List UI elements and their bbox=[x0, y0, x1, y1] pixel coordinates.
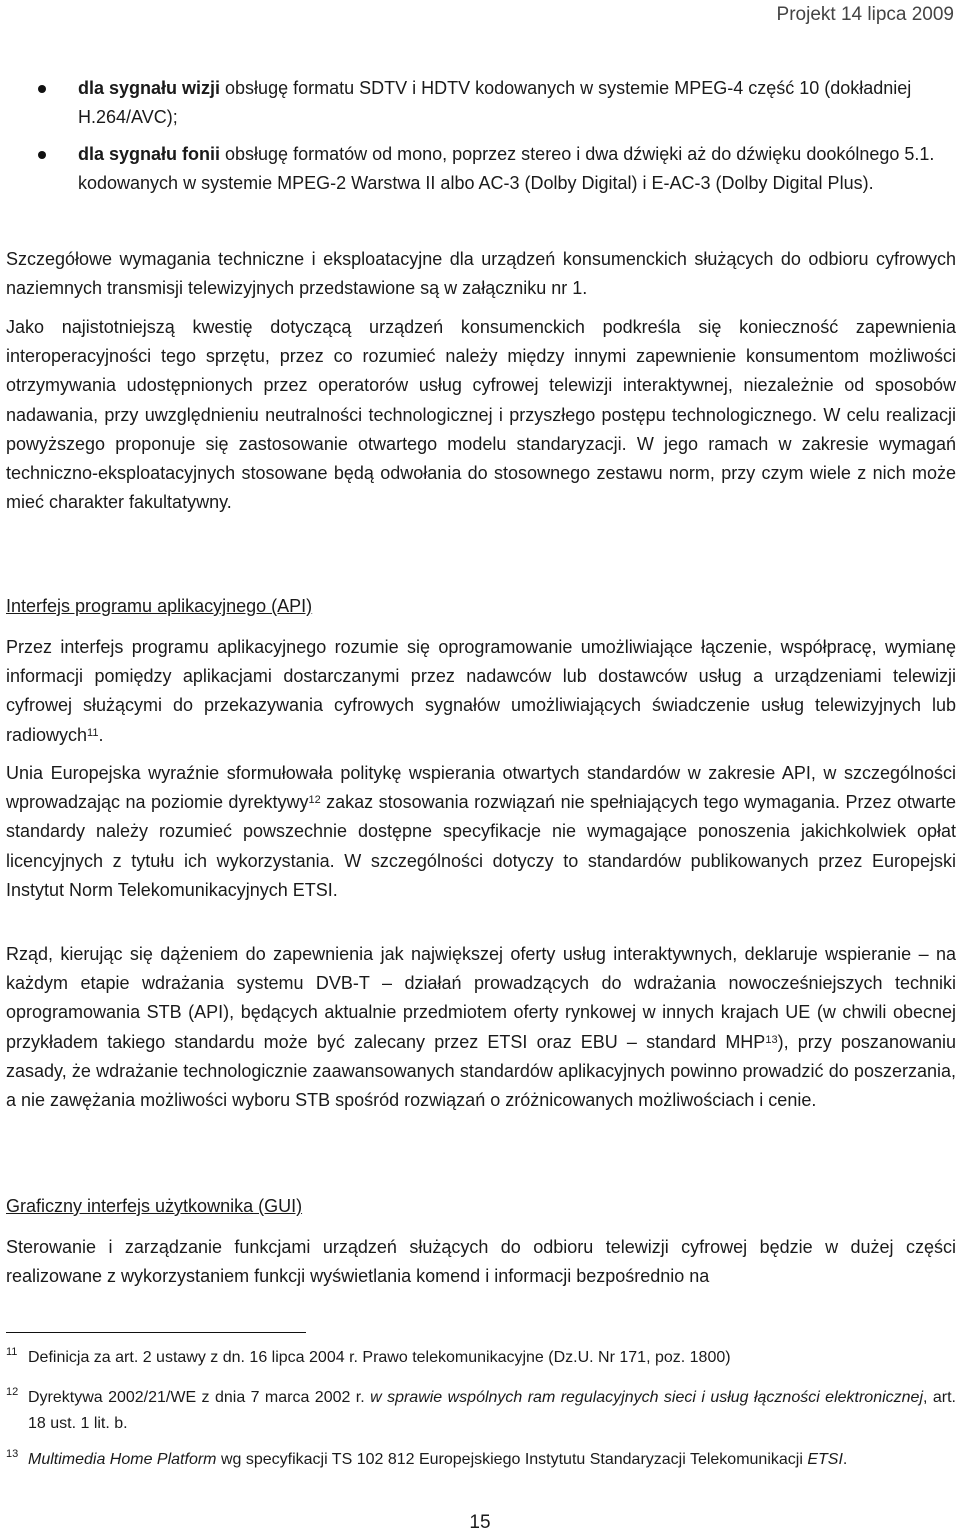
footnote-ref: 13 bbox=[765, 1033, 778, 1046]
footnote-plain-text: Dyrektywa 2002/21/WE z dnia 7 marca 2002 r. bbox=[28, 1389, 371, 1406]
paragraph-eu-policy bbox=[6, 759, 956, 905]
footnote-plain-text: wg specyfikacji TS 102 812 Europejskiego Instytutu Standaryzacji Telekomunikacji bbox=[216, 1451, 808, 1468]
footnote-13 bbox=[6, 1447, 956, 1473]
footnote-11 bbox=[6, 1345, 956, 1371]
paragraph-interoperability: Jako najistotniejszą kwestię dotyczącą urządzeń konsumenckich podkreśla się konieczność zapewnienia interoperacyjności tego sprzętu, przez co rozumieć należy między innymi zapewnienie konsumentom możliwości otrzymywania udostępnionych przez operatorów usług cyfrowej telewizji interaktywnej, niezależnie od sposobów nadawania, przy uwzględnieniu neutralności technologicznej i przyszłego postępu technologicznego. W celu realizacji powyższego proponuje się zastosowanie otwartego modelu standaryzacji. W jego ramach w zakresie wymagań techniczno-eksploatacyjnych stosowane będą odwołania do stosownego zestawu norm, przy czym wiele z nich może mieć charakter fakultatywny. bbox=[6, 317, 956, 513]
paragraph-text: . bbox=[98, 724, 104, 745]
section-heading-gui: Graficzny interfejs użytkownika (GUI) bbox=[6, 1196, 303, 1216]
footnote-text bbox=[28, 1385, 956, 1437]
footnote-text: Definicja za art. 2 ustawy z dn. 16 lipca 2004 r. Prawo telekomunikacyjne (Dz.U. Nr 171, poz. 1800) bbox=[28, 1349, 731, 1366]
footnote-separator bbox=[6, 1332, 306, 1333]
bullet-dot-icon bbox=[38, 151, 46, 159]
running-header: Projekt 14 lipca 2009 bbox=[776, 4, 954, 25]
page-number: 15 bbox=[469, 1512, 491, 1533]
footnote-italic-text: Multimedia Home Platform bbox=[28, 1451, 217, 1468]
paragraph-text: ), przy poszanowaniu zasady, że wdrażanie technologicznie zaawansowanych standardów aplikacyjnych powinno prowadzić do poszerzania, a nie zawężania możliwości wyboru STB spośród rozwiązań o zróżnicowanych możliwościach i cenie. bbox=[6, 1031, 956, 1111]
footnote-ref: 12 bbox=[308, 794, 321, 807]
paragraph-text: zakaz stosowania rozwiązań nie spełniających tego wymagania. Przez otwarte standardy należy rozumieć powszechnie dostępne specyfikacje nie wymagające ponoszenia jakichkolwiek opłat licencyjnych z tytułu ich wykorzystania. W szczególności dotyczy to standardów publikowanych przez Europejski Instytut Norm Telekomunikacyjnych ETSI. bbox=[6, 792, 956, 900]
paragraph-text: Rząd, kierując się dążeniem do zapewnienia jak największej oferty usług interaktywnych, deklaruje wspieranie – na każdym etapie wdrażania systemu DVB-T – działań prowadzących do wdrażania nowocześniejszych techniki oprogramowania STB (API), będących aktualnie przedmiotem oferty rynkowej w innych krajach UE (w chwili obecnej przykładem takiego standardu może być zalecany przez ETSI oraz EBU – standard MHP bbox=[6, 944, 956, 1052]
bullet-bold-lead: dla sygnału wizji bbox=[78, 78, 221, 98]
footnote-italic-text: ETSI bbox=[807, 1451, 843, 1468]
bullet-text: obsługę formatu SDTV i HDTV kodowanych w systemie MPEG-4 część 10 (dokładniej H.264/AVC); bbox=[78, 78, 912, 127]
footnote-number: 11 bbox=[6, 1346, 18, 1358]
paragraph-government bbox=[6, 940, 956, 1115]
paragraph-gui: Sterowanie i zarządzanie funkcjami urządzeń służących do odbioru telewizji cyfrowej będzie w dużej części realizowane z wykorzystaniem funkcji wyświetlania komend i informacji bezpośrednio na bbox=[6, 1237, 956, 1287]
bullet-text: obsługę formatów od mono, poprzez stereo i dwa dźwięki aż do dźwięku dookólnego 5.1. kodowanych w systemie MPEG-2 Warstwa II albo AC-3 (Dolby Digital) i E-AC-3 (Dolby Digital Plus). bbox=[78, 144, 935, 193]
bullet-list bbox=[6, 74, 956, 198]
footnote-text bbox=[28, 1447, 956, 1473]
bullet-bold-lead: dla sygnału fonii bbox=[78, 144, 221, 164]
footnote-12 bbox=[6, 1385, 956, 1437]
footnote-tail-text: , art. 18 ust. 1 lit. b. bbox=[28, 1389, 956, 1432]
bullet-dot-icon bbox=[38, 85, 46, 93]
paragraph-consumer-requirements: Szczegółowe wymagania techniczne i eksploatacyjne dla urządzeń konsumenckich służących do odbioru cyfrowych naziemnych transmisji telewizyjnych przedstawione są w załączniku nr 1. bbox=[6, 249, 956, 299]
paragraph-api-definition bbox=[6, 633, 956, 750]
paragraph-text: Unia Europejska wyraźnie sformułowała politykę wspierania otwartych standardów w zakresie API, w szczególności wprowadzając na poziomie dyrektywy bbox=[6, 763, 956, 813]
footnote-ref: 11 bbox=[87, 726, 99, 739]
section-heading-api: Interfejs programu aplikacyjnego (API) bbox=[6, 596, 313, 616]
bullet-item bbox=[6, 74, 956, 132]
bullet-item bbox=[6, 140, 956, 198]
footnote-tail-text: . bbox=[842, 1451, 848, 1468]
footnote-number: 12 bbox=[6, 1386, 19, 1398]
paragraph-text: Przez interfejs programu aplikacyjnego rozumie się oprogramowanie umożliwiające łączenie, współpracę, wymianę informacji pomiędzy aplikacjami dostarczanymi przez nadawców lub dostawców usług a urządzeniami telewizji cyfrowej służącymi do przekazywania cyfrowych sygnałów umożliwiających świadczenie usług telewizyjnych lub radiowych bbox=[6, 637, 956, 745]
footnote-italic-text: w sprawie wspólnych ram regulacyjnych sieci i usług łączności elektronicznej bbox=[370, 1389, 924, 1406]
footnote-number: 13 bbox=[6, 1448, 19, 1460]
